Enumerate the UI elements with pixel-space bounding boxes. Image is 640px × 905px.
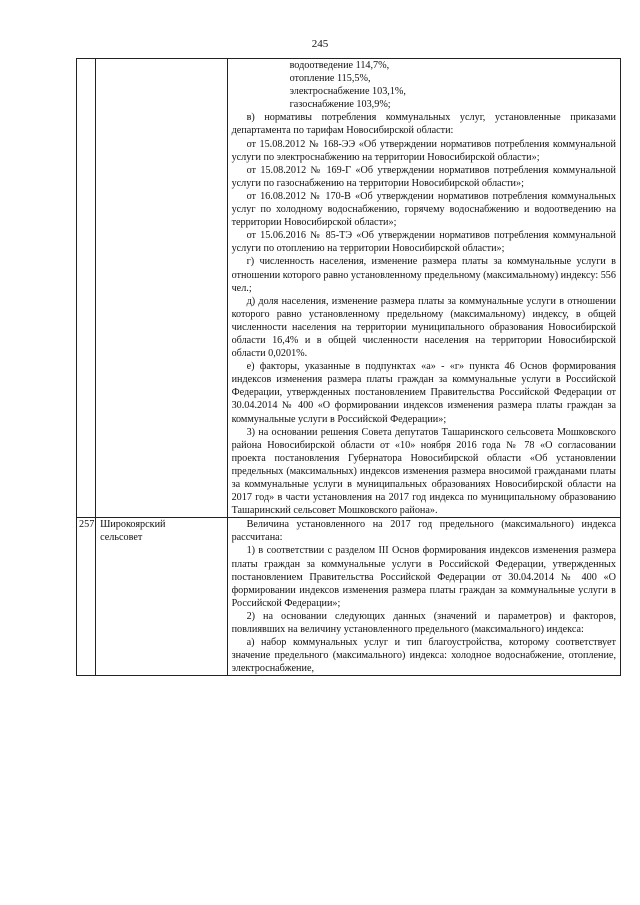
name-line: Широкоярский bbox=[100, 519, 166, 531]
paragraph: от 15.06.2016 № 85-ТЭ «Об утверждении нормативов потребления коммунальной услуги по отоплению на территории Новосибирской области»; bbox=[231, 230, 616, 255]
paragraph: в) нормативы потребления коммунальных услуг, установленные приказами департамента по тарифам Новосибирской области: bbox=[231, 112, 616, 137]
paragraph: от 16.08.2012 № 170-В «Об утверждении нормативов потребления коммунальных услуг по холодному водоснабжению, горячему водоснабжению и водоотведению на территории Новосибирской области»; bbox=[231, 190, 616, 229]
paragraph: от 15.08.2012 № 169-Г «Об утверждении нормативов потребления коммунальной услуги по газоснабжению на территории Новосибирской области»; bbox=[231, 164, 616, 189]
paragraph: электроснабжение 103,1%, bbox=[289, 86, 406, 98]
table-row bbox=[77, 59, 621, 518]
municipality-name bbox=[96, 518, 227, 676]
document-table bbox=[76, 58, 621, 676]
paragraph: 3) на основании решения Совета депутатов Ташаринского сельсовета Мошковского района Новосибирской области от «10» ноября 2016 года № 78 «О согласовании проекта постановления Губернатора Новосибирской области «Об установлении предельных (максимальных) индексов изменения размера вносимой гражданами платы за коммунальные услуги в муниципальных образованиях Новосибирской области на 2017 год» в части установления на 2017 год индекса по муниципальному образованию Ташаринский сельсовет Мошковского района». bbox=[231, 426, 616, 517]
paragraph: 1) в соответствии с разделом III Основ формирования индексов изменения размера платы граждан за коммунальные услуги в Российской Федерации, утвержденных постановлением Правительства Российской Федерации от 30.04.2014 № 400 «О формировании индексов изменения размера платы граждан за коммунальные услуги в Российской Федерации»; bbox=[231, 545, 616, 609]
paragraph: д) доля населения, изменение размера платы за коммунальные услуги в отношении которого равно установленному предельному (максимальному) индексу, в общей численности населения на территории муниципального образования Новосибирской области 16,4% и в общей численности населения на территории Новосибирской области 0,0201%. bbox=[231, 295, 616, 360]
paragraph: а) набор коммунальных услуг и тип благоустройства, которому соответствует значение предельного (максимального) индекса: холодное водоснабжение, отопление, электроснабжение, bbox=[231, 637, 616, 675]
paragraph: г) численность населения, изменение размера платы за коммунальные услуги в отношении которого равно установленному предельному (максимальному) индексу: 556 чел.; bbox=[231, 256, 616, 294]
municipality-name bbox=[96, 59, 227, 518]
row-text bbox=[227, 59, 620, 518]
table-row bbox=[77, 518, 621, 676]
paragraph: от 15.08.2012 № 168-ЭЭ «Об утверждении нормативов потребления коммунальной услуги по электроснабжению на территории Новосибирской области»; bbox=[231, 138, 616, 163]
paragraph: Величина установленного на 2017 год предельного (максимального) индекса рассчитана: bbox=[231, 519, 616, 544]
row-number bbox=[77, 59, 96, 518]
paragraph: е) факторы, указанные в подпунктах «а» - «г» пункта 46 Основ формирования индексов изменения размера платы граждан за коммунальные услуги в Российской Федерации, утвержденных постановлением Правительства Российской Федерации от 30.04.2014 № 400 «О формировании индексов изменения размера платы граждан за коммунальные услуги в Российской Федерации»; bbox=[231, 361, 616, 425]
paragraph: водоотведение 114,7%, bbox=[289, 60, 390, 71]
paragraph: отопление 115,5%, bbox=[289, 73, 371, 85]
name-line: сельсовет bbox=[100, 532, 143, 544]
page-number: 245 bbox=[311, 38, 329, 50]
row-text bbox=[227, 518, 620, 676]
row-number: 257 bbox=[77, 518, 96, 676]
paragraph: 2) на основании следующих данных (значений и параметров) и факторов, повлиявших на величину установленного предельного (максимального) индекса: bbox=[231, 610, 616, 636]
paragraph: газоснабжение 103,9%; bbox=[289, 99, 391, 111]
